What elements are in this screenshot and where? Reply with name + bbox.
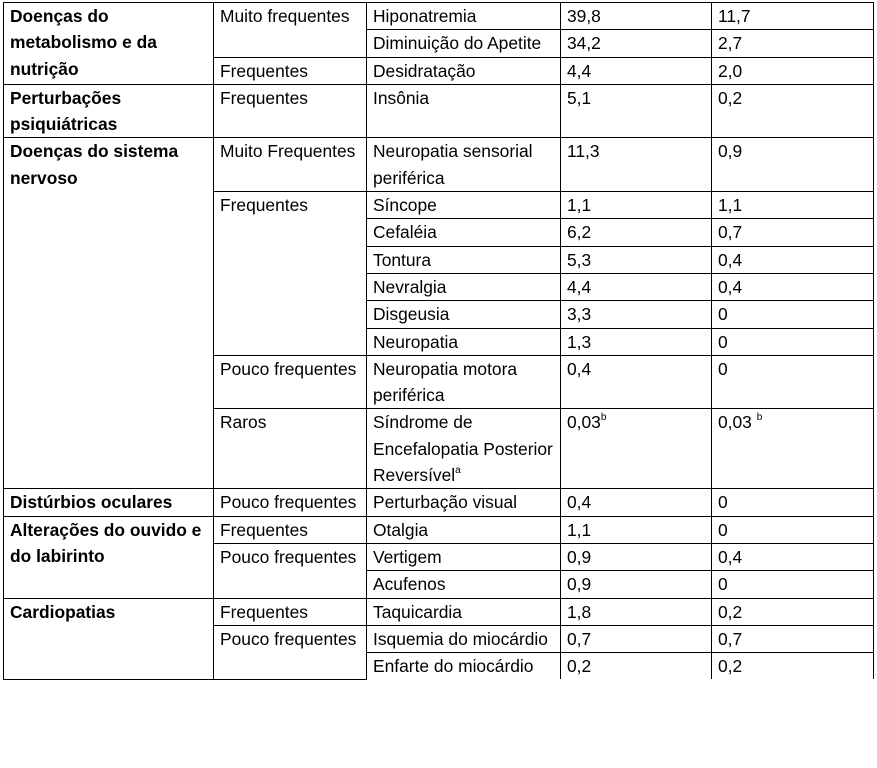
reaction-cell: Neuropatia motora periférica <box>367 355 561 409</box>
grade-cell: 0 <box>712 571 874 598</box>
reaction-cell: Isquemia do miocárdio <box>367 625 561 652</box>
grade-cell: 2,7 <box>712 30 874 57</box>
reaction-cell: Vertigem <box>367 543 561 570</box>
reaction-cell: Tontura <box>367 246 561 273</box>
all-grades-cell: 5,3 <box>561 246 712 273</box>
reaction-cell: Síncope <box>367 192 561 219</box>
reaction-cell: Perturbação visual <box>367 489 561 516</box>
grade-cell: 0 <box>712 516 874 543</box>
grade-cell: 0,2 <box>712 598 874 625</box>
frequency-cell: Frequentes <box>214 598 367 625</box>
soc-cell: Alterações do ouvido e do labirinto <box>4 516 214 598</box>
adverse-reactions-table <box>3 2 874 680</box>
value-text: 0,03 <box>567 412 601 433</box>
grade-cell: 0 <box>712 489 874 516</box>
all-grades-cell: 1,1 <box>561 516 712 543</box>
grade-cell <box>712 409 874 489</box>
grade-cell: 0,2 <box>712 653 874 680</box>
table-row <box>4 138 874 192</box>
frequency-cell: Muito frequentes <box>214 3 367 58</box>
all-grades-cell: 0,9 <box>561 571 712 598</box>
all-grades-cell: 0,4 <box>561 489 712 516</box>
grade-cell: 0 <box>712 301 874 328</box>
all-grades-cell <box>561 409 712 489</box>
all-grades-cell: 4,4 <box>561 273 712 300</box>
reaction-cell <box>367 409 561 489</box>
reaction-cell: Cefaléia <box>367 219 561 246</box>
grade-cell: 0,9 <box>712 138 874 192</box>
table-row <box>4 598 874 625</box>
soc-cell: Doenças do sistema nervoso <box>4 138 214 489</box>
reaction-cell: Hiponatremia <box>367 3 561 30</box>
reaction-cell: Neuropatia <box>367 328 561 355</box>
grade-cell: 0,7 <box>712 219 874 246</box>
frequency-cell: Muito Frequentes <box>214 138 367 192</box>
reaction-cell: Enfarte do miocárdio <box>367 653 561 680</box>
all-grades-cell: 0,9 <box>561 543 712 570</box>
value-text: 0,03 <box>718 412 757 433</box>
frequency-cell: Pouco frequentes <box>214 489 367 516</box>
all-grades-cell: 1,1 <box>561 192 712 219</box>
frequency-cell: Pouco frequentes <box>214 625 367 679</box>
grade-cell: 0,4 <box>712 543 874 570</box>
frequency-cell: Frequentes <box>214 192 367 356</box>
footnote-marker: a <box>455 465 461 477</box>
grade-cell: 0,2 <box>712 84 874 138</box>
soc-cell: Distúrbios oculares <box>4 489 214 516</box>
soc-cell: Doenças do metabolismo e da nutrição <box>4 3 214 85</box>
grade-cell: 0,4 <box>712 273 874 300</box>
all-grades-cell: 0,2 <box>561 653 712 680</box>
grade-cell: 0,7 <box>712 625 874 652</box>
reaction-cell: Insônia <box>367 84 561 138</box>
reaction-text: Síndrome de Encefalopatia Posterior Reversível <box>373 412 553 486</box>
all-grades-cell: 3,3 <box>561 301 712 328</box>
table-row <box>4 516 874 543</box>
table-row <box>4 489 874 516</box>
grade-cell: 0 <box>712 328 874 355</box>
frequency-cell: Frequentes <box>214 84 367 138</box>
reaction-cell: Nevralgia <box>367 273 561 300</box>
all-grades-cell: 6,2 <box>561 219 712 246</box>
reaction-cell: Diminuição do Apetite <box>367 30 561 57</box>
frequency-cell: Pouco frequentes <box>214 543 367 598</box>
reaction-cell: Otalgia <box>367 516 561 543</box>
reaction-cell: Disgeusia <box>367 301 561 328</box>
all-grades-cell: 4,4 <box>561 57 712 84</box>
all-grades-cell: 1,8 <box>561 598 712 625</box>
footnote-marker: b <box>756 412 763 424</box>
frequency-cell: Raros <box>214 409 367 489</box>
all-grades-cell: 34,2 <box>561 30 712 57</box>
reaction-cell: Desidratação <box>367 57 561 84</box>
reaction-cell: Acufenos <box>367 571 561 598</box>
all-grades-cell: 0,7 <box>561 625 712 652</box>
grade-cell: 0 <box>712 355 874 409</box>
all-grades-cell: 5,1 <box>561 84 712 138</box>
frequency-cell: Frequentes <box>214 516 367 543</box>
all-grades-cell: 0,4 <box>561 355 712 409</box>
reaction-cell: Neuropatia sensorial periférica <box>367 138 561 192</box>
footnote-marker: b <box>600 412 607 424</box>
all-grades-cell: 11,3 <box>561 138 712 192</box>
frequency-cell: Frequentes <box>214 57 367 84</box>
table-row <box>4 3 874 30</box>
all-grades-cell: 1,3 <box>561 328 712 355</box>
soc-cell: Perturbações psiquiátricas <box>4 84 214 138</box>
grade-cell: 2,0 <box>712 57 874 84</box>
reaction-cell: Taquicardia <box>367 598 561 625</box>
grade-cell: 0,4 <box>712 246 874 273</box>
frequency-cell: Pouco frequentes <box>214 355 367 409</box>
grade-cell: 11,7 <box>712 3 874 30</box>
grade-cell: 1,1 <box>712 192 874 219</box>
all-grades-cell: 39,8 <box>561 3 712 30</box>
soc-cell: Cardiopatias <box>4 598 214 679</box>
table-row <box>4 84 874 138</box>
